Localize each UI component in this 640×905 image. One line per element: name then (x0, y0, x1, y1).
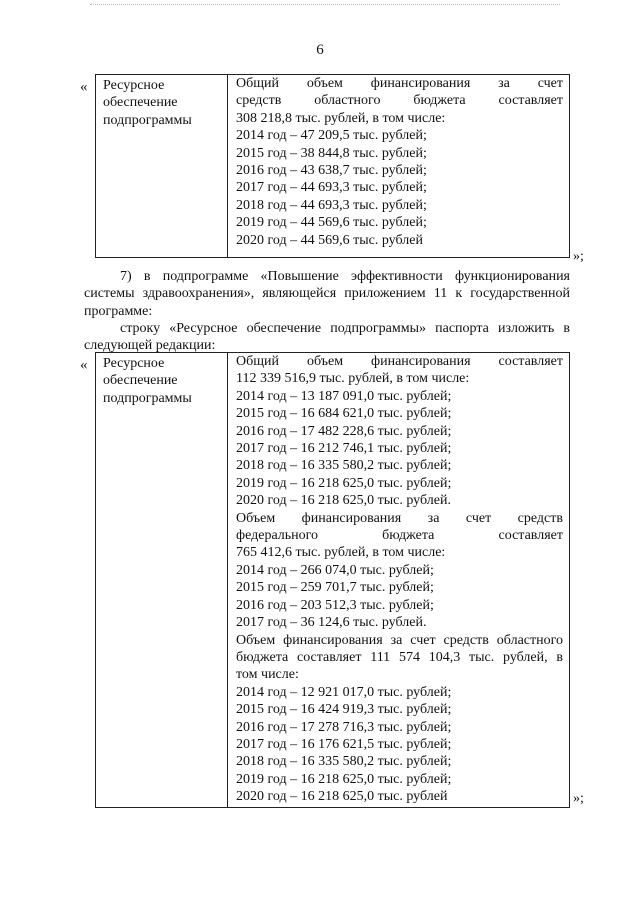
table-label-cell (96, 75, 228, 258)
table-body-cell (228, 353, 570, 808)
paragraph-line: программе: (84, 303, 153, 319)
opening-quote: « (80, 79, 88, 95)
paragraph-instruction (84, 320, 570, 355)
scan-header-artifact (90, 4, 560, 6)
financing-line: 112 339 516,9 тыс. рублей, в том числе: (236, 371, 470, 387)
financing-line: 2016 год – 17 482 228,6 тыс. рублей; (236, 423, 452, 439)
financing-line: 2017 год – 44 693,3 тыс. рублей; (236, 180, 427, 196)
financing-line: 2014 год – 266 074,0 тыс. рублей; (236, 562, 434, 578)
financing-line: федерального бюджета составляет (236, 528, 563, 544)
financing-line: 2015 год – 16 424 919,3 тыс. рублей; (236, 702, 452, 718)
financing-line: Объем финансирования за счет средств областного (236, 632, 563, 648)
financing-line: 2019 год – 16 218 625,0 тыс. рублей; (236, 475, 452, 491)
financing-line: 2015 год – 259 701,7 тыс. рублей; (236, 580, 434, 596)
row-label-line: обеспечение (103, 95, 178, 111)
row-label-line: подпрограммы (103, 390, 192, 406)
financing-line: Объем финансирования за счет средств (236, 510, 563, 526)
paragraph-line: следующей редакции: (84, 338, 216, 354)
financing-line: 2015 год – 16 684 621,0 тыс. рублей; (236, 406, 452, 422)
row-label-line: обеспечение (103, 373, 178, 389)
closing-quote: »; (573, 791, 584, 806)
financing-line: 2014 год – 13 187 091,0 тыс. рублей; (236, 388, 452, 404)
financing-line: 2018 год – 16 335 580,2 тыс. рублей; (236, 754, 452, 770)
paragraph-item-7 (84, 268, 570, 320)
table-label-cell (96, 353, 228, 808)
financing-line: 2020 год – 16 218 625,0 тыс. рублей (236, 789, 448, 805)
row-label-line: Ресурсное (103, 356, 165, 371)
financing-line: 2018 год – 16 335 580,2 тыс. рублей; (236, 458, 452, 474)
opening-quote: « (80, 357, 88, 373)
resource-table-1 (95, 74, 570, 258)
financing-line: 2017 год – 36 124,6 тыс. рублей. (236, 615, 427, 631)
financing-line: 2015 год – 38 844,8 тыс. рублей; (236, 145, 427, 161)
closing-quote: »; (573, 249, 584, 264)
financing-line: 2014 год – 12 921 017,0 тыс. рублей; (236, 684, 452, 700)
financing-line: 2017 год – 16 176 621,5 тыс. рублей; (236, 736, 452, 752)
financing-line: 2019 год – 44 569,6 тыс. рублей; (236, 215, 427, 231)
financing-line: том числе: (236, 667, 299, 683)
financing-line: 2016 год – 203 512,3 тыс. рублей; (236, 597, 434, 613)
paragraph-line: 7) в подпрограмме «Повышение эффективности функционирования (120, 269, 570, 284)
resource-table-2 (95, 352, 570, 808)
financing-line: 2017 год – 16 212 746,1 тыс. рублей; (236, 441, 452, 457)
financing-line: средств областного бюджета составляет (236, 93, 563, 109)
page-number: 6 (316, 42, 324, 58)
financing-line: 2016 год – 17 278 716,3 тыс. рублей; (236, 719, 452, 735)
financing-line: 2020 год – 44 569,6 тыс. рублей (236, 232, 423, 248)
financing-line: 2016 год – 43 638,7 тыс. рублей; (236, 163, 427, 179)
table-body-cell (228, 75, 570, 258)
paragraph-line: строку «Ресурсное обеспечение подпрограммы» паспорта изложить в (120, 321, 570, 336)
financing-line: Общий объем финансирования составляет (236, 354, 563, 369)
paragraph-line: системы здравоохранения», являющейся приложением 11 к государственной (84, 286, 570, 302)
financing-line: Общий объем финансирования за счет (236, 76, 563, 91)
financing-line: 2020 год – 16 218 625,0 тыс. рублей. (236, 493, 451, 509)
financing-line: 308 218,8 тыс. рублей, в том числе: (236, 110, 446, 126)
financing-line: бюджета составляет 111 574 104,3 тыс. рублей, в (236, 649, 563, 665)
row-label-line: подпрограммы (103, 112, 192, 128)
financing-line: 2014 год – 47 209,5 тыс. рублей; (236, 128, 427, 144)
financing-line: 765 412,6 тыс. рублей, в том числе: (236, 545, 446, 561)
financing-line: 2019 год – 16 218 625,0 тыс. рублей; (236, 771, 452, 787)
row-label-line: Ресурсное (103, 78, 165, 93)
financing-line: 2018 год – 44 693,3 тыс. рублей; (236, 197, 427, 213)
